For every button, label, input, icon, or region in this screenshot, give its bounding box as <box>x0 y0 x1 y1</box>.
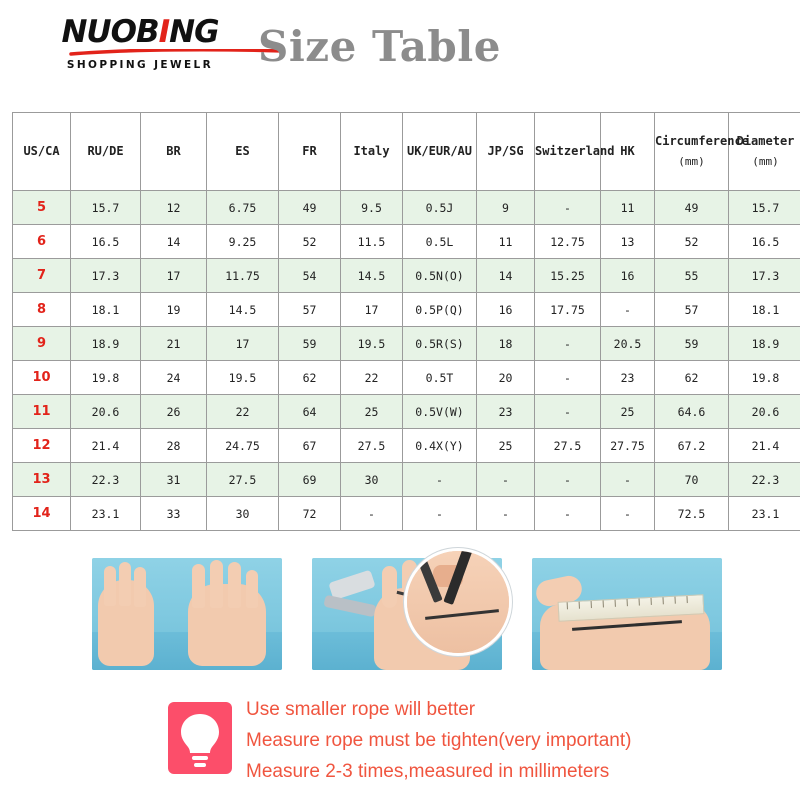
cell-es: 22 <box>207 395 279 429</box>
cell-italy: 27.5 <box>341 429 403 463</box>
cell-circumference: 64.6 <box>655 395 729 429</box>
brand-name-part1: NUOB <box>61 14 159 50</box>
column-header-us-ca <box>13 113 71 191</box>
cell-fr: 59 <box>279 327 341 361</box>
cell-uk: - <box>403 497 477 531</box>
cell-fr: 67 <box>279 429 341 463</box>
cell-jp: 25 <box>477 429 535 463</box>
cell-rude: 17.3 <box>71 259 141 293</box>
cell-br: 24 <box>141 361 207 395</box>
cell-hk: 23 <box>601 361 655 395</box>
cell-es: 9.25 <box>207 225 279 259</box>
cell-italy: 17 <box>341 293 403 327</box>
cell-jp: 23 <box>477 395 535 429</box>
column-header-circumference <box>655 113 749 191</box>
photo-hands-measuring <box>92 558 282 670</box>
cell-diameter: 19.8 <box>729 361 800 395</box>
cell-italy: 11.5 <box>341 225 403 259</box>
cell-jp: 16 <box>477 293 535 327</box>
cell-es: 27.5 <box>207 463 279 497</box>
cell-es: 6.75 <box>207 191 279 225</box>
cell-jp: 11 <box>477 225 535 259</box>
cell-uk: 0.4X(Y) <box>403 429 477 463</box>
cell-us: 5 <box>13 191 71 225</box>
cell-fr: 57 <box>279 293 341 327</box>
cell-us: 7 <box>13 259 71 293</box>
cell-uk: 0.5R(S) <box>403 327 477 361</box>
cell-diameter: 17.3 <box>729 259 800 293</box>
table-row <box>13 225 800 259</box>
cell-uk: - <box>403 463 477 497</box>
cell-switzerland: - <box>535 361 601 395</box>
cell-diameter: 22.3 <box>729 463 800 497</box>
column-label: FR <box>302 144 317 158</box>
cell-br: 14 <box>141 225 207 259</box>
cell-hk: 16 <box>601 259 655 293</box>
cell-jp: 9 <box>477 191 535 225</box>
cell-switzerland: 15.25 <box>535 259 601 293</box>
finger <box>210 560 223 608</box>
cell-rude: 23.1 <box>71 497 141 531</box>
cell-circumference: 72.5 <box>655 497 729 531</box>
cell-jp: 18 <box>477 327 535 361</box>
column-header-italy <box>341 113 403 191</box>
cell-diameter: 18.9 <box>729 327 800 361</box>
column-unit: (mm) <box>678 155 705 169</box>
cell-fr: 62 <box>279 361 341 395</box>
cell-hk: 25 <box>601 395 655 429</box>
table-row <box>13 463 800 497</box>
cell-us: 10 <box>13 361 71 395</box>
cell-switzerland: 17.75 <box>535 293 601 327</box>
cell-hk: 27.75 <box>601 429 655 463</box>
table-row <box>13 293 800 327</box>
finger <box>192 564 205 608</box>
cell-hk: 13 <box>601 225 655 259</box>
cell-us: 12 <box>13 429 71 463</box>
cell-circumference: 62 <box>655 361 729 395</box>
column-label: Diameter <box>736 134 795 149</box>
cell-diameter: 18.1 <box>729 293 800 327</box>
column-header-uk-eur-au <box>403 113 477 191</box>
cell-rude: 16.5 <box>71 225 141 259</box>
table-row <box>13 361 800 395</box>
cell-es: 24.75 <box>207 429 279 463</box>
cell-italy: 25 <box>341 395 403 429</box>
column-header-br <box>141 113 207 191</box>
column-header-es <box>207 113 279 191</box>
column-label: Italy <box>353 144 390 158</box>
cell-us: 14 <box>13 497 71 531</box>
size-table-body <box>13 191 800 531</box>
table-row <box>13 259 800 293</box>
cell-br: 17 <box>141 259 207 293</box>
finger <box>382 566 397 608</box>
cell-rude: 18.9 <box>71 327 141 361</box>
cell-es: 30 <box>207 497 279 531</box>
cell-switzerland: - <box>535 327 601 361</box>
cell-diameter: 23.1 <box>729 497 800 531</box>
size-table <box>12 112 800 531</box>
column-header-switzerland <box>535 113 615 191</box>
cell-jp: 20 <box>477 361 535 395</box>
cell-us: 6 <box>13 225 71 259</box>
cell-rude: 19.8 <box>71 361 141 395</box>
column-header-fr <box>279 113 341 191</box>
cell-switzerland: - <box>535 395 601 429</box>
cell-hk: - <box>601 293 655 327</box>
cell-fr: 54 <box>279 259 341 293</box>
cell-br: 28 <box>141 429 207 463</box>
column-label: BR <box>166 144 181 158</box>
cell-fr: 64 <box>279 395 341 429</box>
size-table-head <box>13 113 800 191</box>
column-unit: (mm) <box>752 155 779 169</box>
cell-hk: 11 <box>601 191 655 225</box>
cell-circumference: 52 <box>655 225 729 259</box>
note-line: Measure rope must be tighten(very important) <box>246 730 632 751</box>
cell-uk: 0.5J <box>403 191 477 225</box>
cell-italy: 30 <box>341 463 403 497</box>
column-label: Circumference <box>655 134 749 149</box>
cell-jp: 14 <box>477 259 535 293</box>
column-label: US/CA <box>23 144 60 158</box>
column-label: JP/SG <box>487 144 524 158</box>
column-header-jp-sg <box>477 113 535 191</box>
cell-uk: 0.5T <box>403 361 477 395</box>
cell-circumference: 59 <box>655 327 729 361</box>
cell-circumference: 67.2 <box>655 429 729 463</box>
cell-circumference: 49 <box>655 191 729 225</box>
finger <box>119 562 131 606</box>
table-header-row <box>13 113 800 191</box>
cell-br: 26 <box>141 395 207 429</box>
instruction-photos <box>12 548 788 680</box>
cell-br: 21 <box>141 327 207 361</box>
table-row <box>13 327 800 361</box>
page-title: Size Table <box>258 22 501 71</box>
cell-rude: 20.6 <box>71 395 141 429</box>
cell-br: 31 <box>141 463 207 497</box>
cell-fr: 52 <box>279 225 341 259</box>
cell-fr: 49 <box>279 191 341 225</box>
cell-uk: 0.5P(Q) <box>403 293 477 327</box>
cell-switzerland: 27.5 <box>535 429 601 463</box>
cell-es: 14.5 <box>207 293 279 327</box>
column-label: ES <box>235 144 250 158</box>
cell-rude: 18.1 <box>71 293 141 327</box>
cell-uk: 0.5N(O) <box>403 259 477 293</box>
cell-switzerland: - <box>535 497 601 531</box>
cell-br: 33 <box>141 497 207 531</box>
cell-jp: - <box>477 463 535 497</box>
cell-es: 11.75 <box>207 259 279 293</box>
cell-hk: 20.5 <box>601 327 655 361</box>
photo-ruler-measure <box>532 558 722 670</box>
cell-hk: - <box>601 497 655 531</box>
cell-rude: 22.3 <box>71 463 141 497</box>
cell-us: 13 <box>13 463 71 497</box>
column-header-diameter <box>729 113 800 191</box>
cell-circumference: 70 <box>655 463 729 497</box>
photo-inset-closeup <box>404 548 512 656</box>
cell-br: 19 <box>141 293 207 327</box>
cell-es: 19.5 <box>207 361 279 395</box>
cell-us: 8 <box>13 293 71 327</box>
table-row <box>13 497 800 531</box>
brand-swoosh-icon <box>69 49 287 56</box>
cell-rude: 15.7 <box>71 191 141 225</box>
cell-rude: 21.4 <box>71 429 141 463</box>
column-label: RU/DE <box>87 144 124 158</box>
cell-us: 9 <box>13 327 71 361</box>
cell-br: 12 <box>141 191 207 225</box>
column-label: Switzerland <box>535 144 615 158</box>
size-table-wrapper <box>12 112 795 531</box>
column-label: HK <box>620 144 635 158</box>
finger <box>246 570 258 608</box>
brand-logo <box>20 16 260 71</box>
cell-switzerland: - <box>535 463 601 497</box>
cell-jp: - <box>477 497 535 531</box>
cell-italy: 19.5 <box>341 327 403 361</box>
finger <box>228 562 241 608</box>
column-label: UK/EUR/AU <box>406 144 473 158</box>
cell-diameter: 16.5 <box>729 225 800 259</box>
cell-fr: 69 <box>279 463 341 497</box>
cell-hk: - <box>601 463 655 497</box>
note-line: Use smaller rope will better <box>246 699 476 720</box>
table-row <box>13 191 800 225</box>
note-line-list <box>246 694 786 787</box>
note-line: Measure 2-3 times,measured in millimeters <box>246 761 610 782</box>
table-row <box>13 429 800 463</box>
brand-name <box>61 16 218 49</box>
cell-switzerland: 12.75 <box>535 225 601 259</box>
cell-diameter: 20.6 <box>729 395 800 429</box>
cell-circumference: 55 <box>655 259 729 293</box>
cell-us: 11 <box>13 395 71 429</box>
cell-switzerland: - <box>535 191 601 225</box>
cell-uk: 0.5V(W) <box>403 395 477 429</box>
cell-circumference: 57 <box>655 293 729 327</box>
brand-name-part2: NG <box>169 14 219 50</box>
page-header <box>0 8 800 90</box>
table-row <box>13 395 800 429</box>
finger <box>104 566 116 606</box>
cell-italy: 22 <box>341 361 403 395</box>
cell-uk: 0.5L <box>403 225 477 259</box>
brand-tagline: SHOPPING JEWELR <box>66 58 214 71</box>
cell-italy: - <box>341 497 403 531</box>
cell-fr: 72 <box>279 497 341 531</box>
cell-diameter: 21.4 <box>729 429 800 463</box>
cell-italy: 9.5 <box>341 191 403 225</box>
cell-diameter: 15.7 <box>729 191 800 225</box>
brand-name-highlight: I <box>158 14 170 50</box>
cell-italy: 14.5 <box>341 259 403 293</box>
lightbulb-icon <box>168 702 232 774</box>
finger <box>134 567 146 607</box>
cell-es: 17 <box>207 327 279 361</box>
column-header-ru-de <box>71 113 141 191</box>
